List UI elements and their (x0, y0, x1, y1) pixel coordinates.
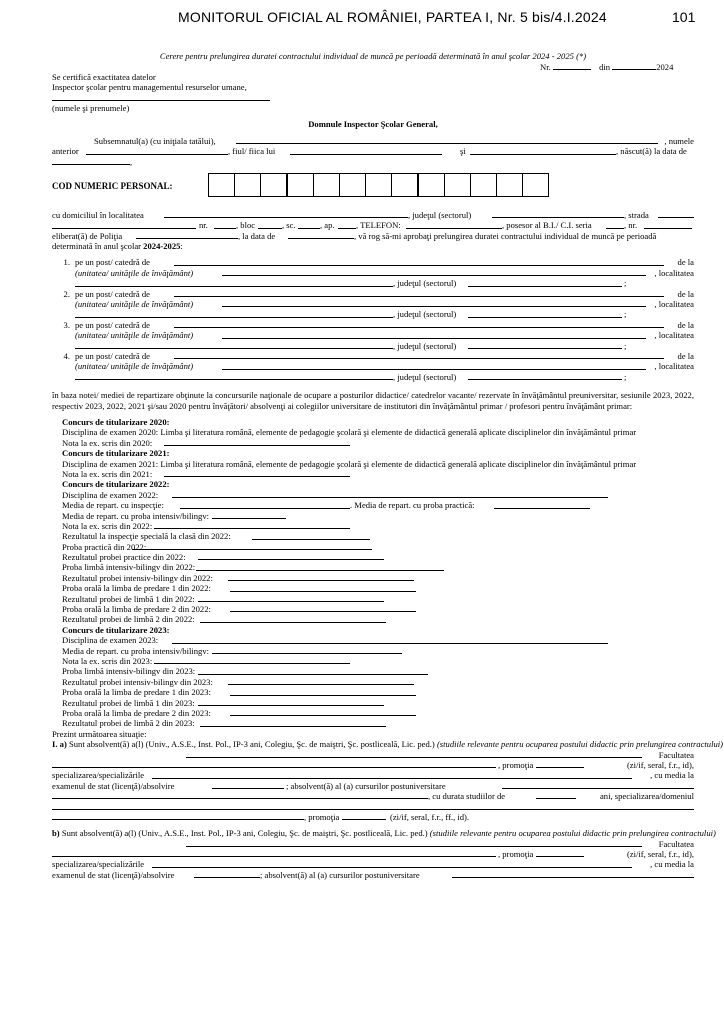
post-field[interactable] (174, 265, 664, 266)
id-series-field[interactable] (606, 228, 624, 229)
address-line-4: determinată în anul şcolar 2024-2025: (52, 241, 183, 252)
exam-2023-row-field[interactable] (230, 715, 416, 716)
postgrad-a-cont-field[interactable] (52, 798, 428, 799)
promotion-b-field[interactable] (536, 856, 584, 857)
exam-2022-row-field[interactable] (200, 622, 386, 623)
exam-2023-row: Rezultatul probei de limbă 1 din 2023: (62, 698, 694, 708)
domain-a-cont-field[interactable] (52, 819, 304, 820)
situation-text: Prezint următoarea situaţie: (52, 728, 147, 739)
cnp-boxes (208, 173, 549, 197)
applicant-line-1: Subsemnatul(a) (cu iniţiala tatălui), , numele (94, 135, 694, 146)
cnp-digit-box[interactable] (522, 173, 549, 197)
post-item (52, 257, 694, 288)
school-unit-field[interactable] (222, 306, 646, 307)
section-a-line-8: , promoţia (zi/if, seral, f.r., ff., id). (52, 812, 694, 822)
exam-2022-row: Rezultatul la inspecţie specială la clasă din 2022: (62, 531, 694, 541)
exam-2022-row-field[interactable] (198, 601, 384, 602)
exam-2020-grade-field[interactable] (164, 445, 350, 446)
exam-2022-row: Rezultatul probei de limbă 2 din 2022: (62, 614, 694, 624)
post-line-2: (unitatea/ unităţile de învăţământ) , localitatea (75, 299, 694, 310)
section-b-line-4: specializarea/specializările , cu media la (52, 859, 694, 870)
exam-2022-row-field[interactable] (230, 591, 416, 592)
post-county-field[interactable] (468, 317, 622, 318)
media-inspection-field[interactable] (180, 508, 350, 509)
exam-2022-row: Rezultatul probei practice din 2022: (62, 552, 694, 562)
school-unit-field[interactable] (222, 369, 646, 370)
exam-grade-a-field[interactable] (212, 788, 284, 789)
exam-2020-discipline: Disciplina de examen 2020: Limba şi literatura română, elemente de pedagogie şcolară şi elemente de didactică generală aplicate disciplinelor din învăţământul primar (62, 427, 637, 438)
locality-field[interactable] (164, 217, 408, 218)
registration-number-field[interactable] (553, 61, 591, 70)
cnp-digit-box[interactable] (208, 173, 235, 197)
cnp-digit-box[interactable] (313, 173, 340, 197)
cnp-digit-box[interactable] (391, 173, 418, 197)
post-line-1: 4. pe un post/ catedră de de la (63, 350, 694, 361)
post-line-2: (unitatea/ unităţile de învăţământ) , localitatea (75, 330, 694, 341)
post-locality-field[interactable] (75, 317, 393, 318)
post-locality-field[interactable] (75, 286, 393, 287)
school-unit-field[interactable] (222, 275, 646, 276)
section-a-line-5: examenul de stat (licenţă)/absolvire ; absolvent(ă) al (a) cursurilor postuniversitare (52, 781, 694, 791)
exam-2022-row-field[interactable] (196, 570, 444, 571)
cnp-digit-box[interactable] (496, 173, 523, 197)
exam-2023-row-field[interactable] (198, 674, 428, 675)
id-number-field[interactable] (644, 228, 692, 229)
exam-2022-row-field[interactable] (154, 528, 350, 529)
university-b-field[interactable] (186, 846, 642, 847)
exam-2020-title: Concurs de titularizare 2020: (62, 416, 170, 427)
exam-2023-row-field[interactable] (230, 695, 416, 696)
exam-2023-row: Proba limbă intensiv-bilingv din 2023: (62, 666, 694, 676)
salutation: Domnule Inspector Şcolar General, (308, 119, 438, 130)
exam-2023-row: Media de repart. cu proba intensiv/bilingv: (62, 646, 694, 656)
section-b-line-5: examenul de stat (licenţă)/absolvire ; absolvent(ă) al (a) cursurilor postuniversitare (52, 870, 694, 880)
mother-name-field[interactable] (470, 154, 616, 155)
exam-2023 (52, 625, 694, 729)
exam-2023-rows (62, 635, 694, 729)
section-a-line-2: Facultatea (52, 750, 694, 760)
exam-2022-row-field[interactable] (228, 580, 414, 581)
post-line-1: 2. pe un post/ catedră de de la (63, 288, 694, 299)
cnp-label: COD NUMERIC PERSONAL: (52, 180, 173, 191)
exam-2022-title: Concurs de titularizare 2022: (62, 479, 170, 490)
exam-2022-rows (62, 511, 694, 625)
police-field[interactable] (136, 238, 238, 239)
section-b-line-1: b) Sunt absolvent(ă) a(l) (Univ., A.S.E., Inst. Pol., IP-3 ani, Colegiu, Şc. de maiştri, Şc. postliceală, Lic. ped.) (studiile relevante pentru ocuparea postului didactic prin prelungirea contractului) (52, 828, 716, 839)
post-field[interactable] (174, 296, 664, 297)
exam-2021-grade: Nota la ex. scris din 2021: (62, 469, 694, 479)
post-county-field[interactable] (468, 348, 622, 349)
page-number: 101 (672, 9, 696, 25)
name-caption: (numele şi prenumele) (52, 102, 130, 113)
exam-2021-discipline: Disciplina de examen 2021: Limba şi literatura română, elemente de pedagogie şcolară şi elemente de didactică generală aplicate disciplinelor din învăţământul primar (62, 458, 637, 469)
exam-2021 (52, 448, 694, 479)
application-form (52, 51, 724, 880)
exam-2022-row: Proba orală la limba de predare 1 din 2022: (62, 583, 694, 593)
section-a (52, 739, 724, 822)
exam-2022-row: Media de repart. cu proba intensiv/bilingv: (62, 511, 694, 521)
address-line-3: eliberat(ă) de Poliţia , la data de , vă rog să-mi aprobaţi prelungirea duratei contractului individual de muncă pe perioadă (52, 230, 657, 241)
street-field[interactable] (658, 217, 694, 218)
cnp-digit-box[interactable] (234, 173, 261, 197)
post-line-1: 3. pe un post/ catedră de de la (63, 319, 694, 330)
media-practical-field[interactable] (494, 508, 590, 509)
faculty-b-field[interactable] (52, 856, 496, 857)
exam-grade-b-field[interactable] (194, 877, 260, 878)
form-title: Cerere pentru prelungirea duratei contractului individual de muncă pe perioadă determinată în anul şcolar 2024 - 2025 (*) (159, 51, 587, 61)
exam-2023-row: Proba orală la limba de predare 1 din 2023: (62, 687, 694, 697)
duration-a-field[interactable] (536, 798, 576, 799)
address-line-2: nr. , bloc , sc. , ap. , TELEFON: , posesor al B.I./ C.I. seria , nr. (52, 220, 694, 230)
exam-2023-row-field[interactable] (200, 726, 386, 727)
section-a-line-3: , promoţia (zi/if, seral, f.r., id), (52, 760, 694, 770)
gazette-title: MONITORUL OFICIAL AL ROMÂNIEI, PARTEA I, Nr. 5 bis/4.I.2024 (178, 9, 607, 25)
post-line-2: (unitatea/ unităţile de învăţământ) , localitatea (75, 267, 694, 278)
post-locality-field[interactable] (75, 348, 393, 349)
post-county-field[interactable] (468, 286, 622, 287)
applicant-line-2: anterior , fiul/ fiica lui şi , născut(ă) la data de (52, 146, 687, 157)
exam-2023-row: Rezultatul probei intensiv-bilingv din 2023: (62, 677, 694, 687)
section-b-line-2: Facultatea (52, 839, 694, 849)
post-locality-field[interactable] (75, 379, 393, 380)
domain-a-field[interactable] (52, 809, 694, 810)
basis-paragraph: în baza notei/ mediei de repartizare obţinute la concursurile naţionale de ocupare a posturilor didactice/ catedrelor vacante/ rezervate în învăţământul preuniversitar, sesiunile 2023, 2022, respectiv 2023, 2022, 2021 şi/sau 2020 pentru învăţători/ absolvenţi ai colegiilor universitare de institutori din învăţământul primar / profesori pentru învăţământ primar: (52, 390, 694, 411)
inspector-name-field[interactable] (52, 100, 270, 101)
exam-2023-row: Nota la ex. scris din 2023: (62, 656, 694, 666)
exam-2022-discipline-field[interactable] (172, 497, 608, 498)
post-county-field[interactable] (468, 379, 622, 380)
exam-2023-row: Proba orală la limba de predare 2 din 2023: (62, 708, 694, 718)
certify-text: Se certifică exactitatea datelor (52, 71, 156, 82)
exam-2022-discipline: Disciplina de examen 2022: (62, 490, 694, 500)
section-a-line-6: , cu durata studiilor de ani, specializarea/domeniul (52, 791, 694, 801)
section-a-line-7 (52, 801, 694, 811)
cnp-digit-box[interactable] (365, 173, 392, 197)
inspector-name-line (52, 93, 694, 103)
school-unit-field[interactable] (222, 338, 646, 339)
exam-2022 (52, 479, 694, 624)
exam-2023-row-field[interactable] (228, 684, 414, 685)
exam-2023-row: Disciplina de examen 2023: (62, 635, 694, 645)
exam-2021-grade-field[interactable] (164, 476, 350, 477)
section-b-line-3: , promoţia (zi/if, seral, f.r., id), (52, 849, 694, 859)
exam-2022-row: Rezultatul probei de limbă 1 din 2022: (62, 594, 694, 604)
issue-date-field[interactable] (288, 238, 354, 239)
exam-2022-media: Media de repart. cu inspecţie: . Media de repart. cu proba practică: (62, 500, 694, 510)
exam-2021-title: Concurs de titularizare 2021: (62, 448, 170, 459)
cnp-row (52, 173, 694, 199)
street-cont-field[interactable] (52, 228, 196, 229)
exam-2022-row: Rezultatul probei intensiv-bilingv din 2022: (62, 573, 694, 583)
applicant-name-field[interactable] (236, 143, 658, 144)
cnp-digit-box[interactable] (418, 173, 445, 197)
postgrad-a-field[interactable] (502, 788, 694, 789)
cnp-digit-box[interactable] (339, 173, 366, 197)
section-b (52, 828, 716, 880)
applicant-line-3: , (52, 157, 694, 167)
university-a-field[interactable] (186, 757, 642, 758)
exam-2022-row-field[interactable] (198, 559, 384, 560)
cnp-digit-box[interactable] (444, 173, 471, 197)
post-line-3: , judeţul (sectorul) ; (52, 341, 694, 351)
apartment-field[interactable] (338, 228, 356, 229)
promotion-a-field[interactable] (536, 767, 584, 768)
post-line-3: , judeţul (sectorul) ; (52, 309, 694, 319)
address-line-1: cu domiciliul în localitatea , judeţul (sectorul) , strada (52, 210, 694, 220)
block-field[interactable] (258, 228, 282, 229)
post-item (52, 320, 694, 351)
exam-2022-row: Nota la ex. scris din 2022: (62, 521, 694, 531)
telephone-field[interactable] (406, 228, 502, 229)
post-item (52, 351, 694, 382)
house-number-field[interactable] (214, 228, 236, 229)
exam-2022-row-field[interactable] (230, 611, 416, 612)
cnp-digit-box[interactable] (260, 173, 287, 197)
post-line-3: , judeţul (sectorul) ; (52, 372, 694, 382)
post-line-3: , judeţul (sectorul) ; (52, 278, 694, 288)
post-line-1: 1. pe un post/ catedră de de la (63, 257, 694, 268)
registration-date-field[interactable] (612, 61, 656, 70)
university-a-field[interactable] (52, 767, 496, 768)
exam-2023-row: Rezultatul probei de limbă 2 din 2023: (62, 718, 694, 728)
cnp-digit-box[interactable] (470, 173, 497, 197)
exam-2022-row: Proba orală la limba de predare 2 din 2022: (62, 604, 694, 614)
father-name-field[interactable] (290, 154, 442, 155)
postgrad-b-field[interactable] (452, 877, 694, 878)
exam-2023-row-field[interactable] (172, 643, 608, 644)
exam-2020-grade: Nota la ex. scris din 2020: (62, 438, 694, 448)
exam-2023-title: Concurs de titularizare 2023: (62, 624, 170, 635)
staircase-field[interactable] (298, 228, 320, 229)
specialization-a-field[interactable] (152, 778, 632, 779)
previous-name-field[interactable] (86, 154, 228, 155)
exam-2020 (52, 417, 694, 448)
section-a-line-4: specializarea/specializările , cu media la (52, 770, 694, 781)
exam-2023-row-field[interactable] (198, 705, 384, 706)
posts-list (52, 257, 694, 382)
promotion-a2-field[interactable] (342, 819, 386, 820)
inspector-text: Inspector şcolar pentru managementul resurselor umane, (52, 82, 247, 93)
exam-2023-row-field[interactable] (154, 663, 350, 664)
registration-line: Nr. din 2024 (540, 62, 674, 73)
post-field[interactable] (174, 358, 664, 359)
exam-2022-row-field[interactable] (212, 518, 286, 519)
exam-2022-row: Proba practică din 2022: (62, 542, 694, 552)
birth-date-field[interactable] (52, 164, 130, 165)
exam-2022-row-field[interactable] (132, 549, 372, 550)
post-item (52, 289, 694, 320)
post-line-2: (unitatea/ unităţile de învăţământ) , localitatea (75, 361, 694, 372)
county-field[interactable] (492, 217, 624, 218)
post-field[interactable] (174, 327, 664, 328)
exam-2022-row-field[interactable] (252, 539, 370, 540)
exam-2023-row-field[interactable] (212, 653, 402, 654)
section-a-line-1: I. a) Sunt absolvent(ă) a(l) (Univ., A.S.E., Inst. Pol., IP-3 ani, Colegiu, Şc. de maiştri, Şc. postliceală, Lic. ped.) (studiile relevante pentru ocuparea postului didactic prin prelungirea contractului) (52, 739, 724, 750)
specialization-b-field[interactable] (152, 867, 632, 868)
exam-2022-row: Proba limbă intensiv-bilingv din 2022: (62, 562, 694, 572)
cnp-digit-box[interactable] (287, 173, 314, 197)
